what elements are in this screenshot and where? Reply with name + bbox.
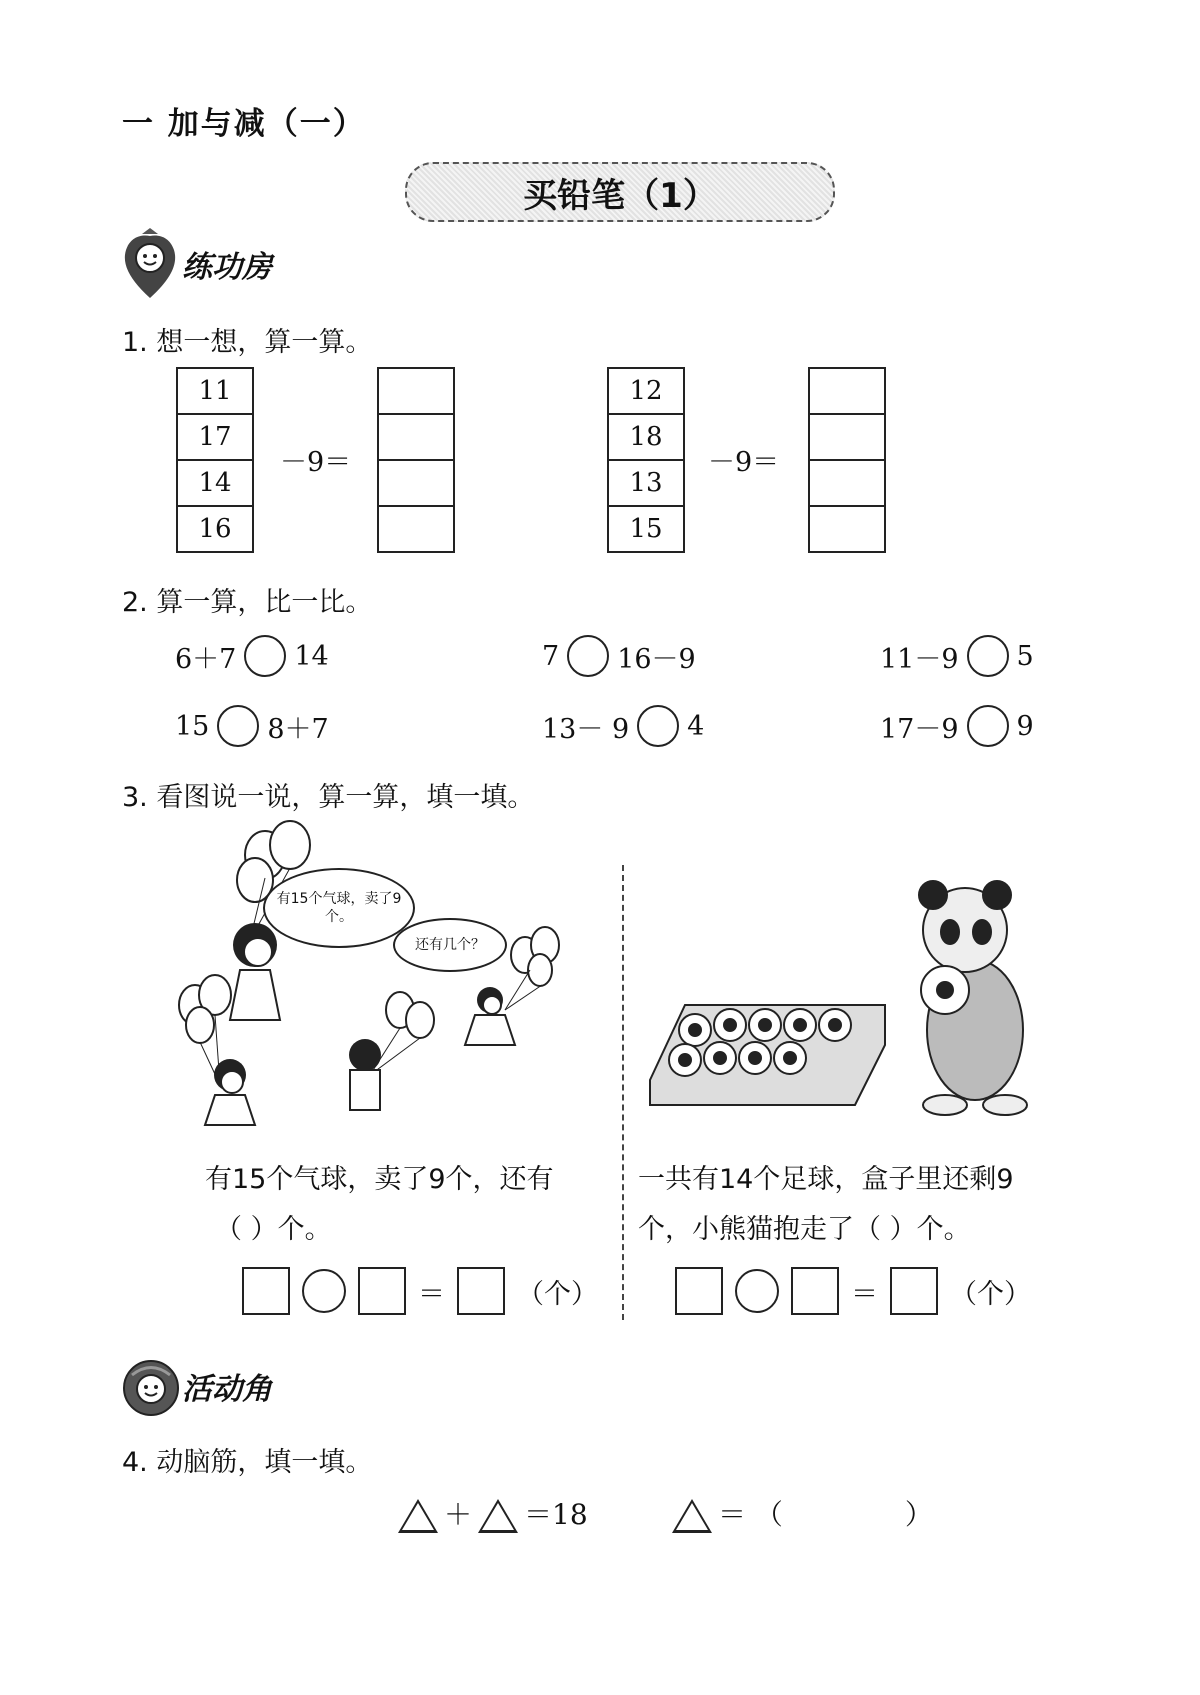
answer-box[interactable] [810, 507, 884, 551]
operator-circle[interactable] [735, 1269, 779, 1313]
q3-right-equation [675, 1267, 1031, 1315]
q3-prompt: 3. 看图说一说，算一算，填一填。 [122, 782, 535, 813]
compare-circle[interactable] [637, 705, 679, 747]
compare-left: 17－9 [880, 713, 959, 745]
number-cell: 16 [198, 514, 232, 544]
activity-section-header [122, 1355, 272, 1417]
q4-equation [398, 1493, 588, 1533]
compare-right: 9 [1016, 710, 1034, 742]
q2-prompt: 2. 算一算，比一比。 [122, 587, 373, 618]
answer-box[interactable] [358, 1267, 406, 1315]
compare-left: 11－9 [880, 643, 959, 675]
operator-circle[interactable] [302, 1269, 346, 1313]
balloon-children-illustration [170, 820, 590, 1140]
unit-label: （个） [950, 1278, 1031, 1310]
q1-prompt: 1. 想一想，算一算。 [122, 327, 373, 358]
compare-circle[interactable] [217, 705, 259, 747]
q3-left-line2: （ ）个。 [215, 1214, 332, 1245]
compare-item [542, 635, 696, 677]
compare-right: 5 [1016, 640, 1034, 672]
q1-group1-operator: －9＝ [280, 447, 352, 478]
practice-section-label: 练功房 [182, 250, 272, 285]
number-cell: 18 [609, 415, 683, 461]
answer-box[interactable] [810, 369, 884, 415]
chapter-title: 一 加与减（一） [122, 106, 366, 142]
compare-right: 14 [294, 640, 329, 672]
compare-item [880, 705, 1034, 747]
answer-prefix: ＝ （ [718, 1498, 783, 1531]
q4-prompt: 4. 动脑筋，填一填。 [122, 1447, 373, 1478]
number-cell: 17 [178, 415, 252, 461]
number-cell: 14 [178, 461, 252, 507]
answer-box[interactable] [890, 1267, 938, 1315]
answer-box[interactable] [675, 1267, 723, 1315]
triangle-icon [672, 1499, 712, 1533]
compare-item [175, 705, 329, 747]
compare-circle[interactable] [567, 635, 609, 677]
strawberry-mascot-icon [120, 228, 180, 300]
q3-right-line1: 一共有14个足球，盒子里还剩9 [638, 1164, 1014, 1195]
compare-left: 6＋7 [175, 643, 237, 675]
lesson-title: 买铅笔（1） [405, 162, 835, 222]
equals-sign: ＝ [418, 1278, 445, 1310]
triangle-icon [398, 1499, 438, 1533]
q1-group2-answers [808, 367, 886, 553]
unit-label: （个） [517, 1278, 598, 1310]
answer-box[interactable] [242, 1267, 290, 1315]
number-cell: 15 [629, 514, 663, 544]
q3-right-line2: 个，小熊猫抱走了（ ）个。 [638, 1214, 971, 1245]
plus-sign: ＋ [444, 1498, 473, 1531]
compare-item [880, 635, 1034, 677]
compare-item [542, 705, 704, 747]
q1-group1-numbers [176, 367, 254, 553]
q1-group1-answers [377, 367, 455, 553]
compare-left: 13－ 9 [542, 713, 630, 745]
answer-close: ） [904, 1498, 933, 1531]
q1-group2-numbers [607, 367, 685, 553]
answer-box[interactable] [810, 461, 884, 507]
equation-result: ＝18 [524, 1498, 588, 1531]
answer-box[interactable] [810, 415, 884, 461]
watermelon-mascot-icon [122, 1355, 180, 1417]
q4-answer [672, 1493, 933, 1533]
answer-box[interactable] [791, 1267, 839, 1315]
compare-circle[interactable] [967, 705, 1009, 747]
number-cell: 12 [609, 369, 683, 415]
q3-left-line1: 有15个气球，卖了9个，还有 [205, 1164, 554, 1195]
equals-sign: ＝ [851, 1278, 878, 1310]
panda-soccer-illustration [645, 880, 1045, 1120]
answer-box[interactable] [379, 415, 453, 461]
speech-bubble: 有15个气球，卖了9个。 [263, 868, 415, 948]
compare-right: 4 [687, 710, 705, 742]
practice-section-header [120, 228, 272, 300]
compare-right: 8＋7 [267, 713, 329, 745]
section-divider [622, 865, 624, 1320]
q1-group2-operator: －9＝ [708, 447, 780, 478]
answer-box[interactable] [379, 369, 453, 415]
compare-right: 16－9 [617, 643, 696, 675]
activity-section-label: 活动角 [182, 1372, 272, 1407]
answer-box[interactable] [457, 1267, 505, 1315]
compare-left: 15 [175, 710, 210, 742]
q3-left-equation [242, 1267, 598, 1315]
compare-item [175, 635, 329, 677]
number-cell: 13 [609, 461, 683, 507]
number-cell: 11 [178, 369, 252, 415]
compare-circle[interactable] [967, 635, 1009, 677]
answer-box[interactable] [379, 507, 453, 551]
compare-circle[interactable] [244, 635, 286, 677]
compare-left: 7 [542, 640, 560, 672]
speech-bubble: 还有几个？ [393, 918, 507, 972]
answer-box[interactable] [379, 461, 453, 507]
triangle-icon [478, 1499, 518, 1533]
